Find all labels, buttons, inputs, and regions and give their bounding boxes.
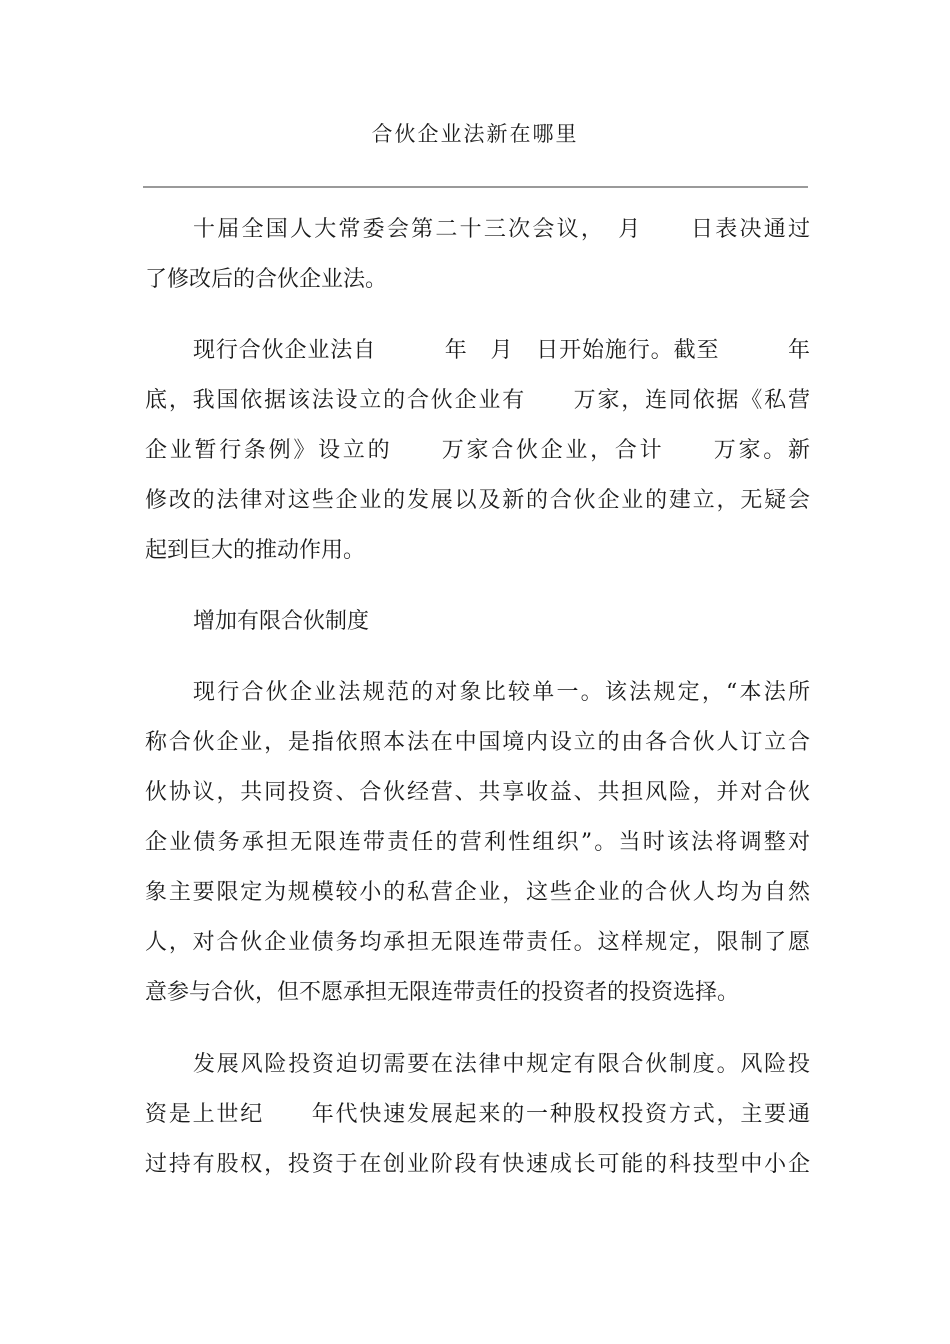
paragraph-3-line-1: 现行合伙企业法规范的对象比较单一。该法规定，“本法所 xyxy=(193,680,810,705)
paragraph-3-line-5: 象主要限定为规模较小的私营企业，这些企业的合伙人均为自然 xyxy=(145,880,810,905)
paragraph-4-line-3: 过持有股权，投资于在创业阶段有快速成长可能的科技型中小企 xyxy=(145,1152,810,1177)
paragraph-3-line-2: 称合伙企业，是指依照本法在中国境内设立的由各合伙人订立合 xyxy=(145,730,810,755)
paragraph-1-line-1: 十届全国人大常委会第二十三次会议， 月 日表决通过 xyxy=(193,217,810,242)
paragraph-2-line-4: 修改的法律对这些企业的发展以及新的合伙企业的建立，无疑会 xyxy=(145,488,810,513)
paragraph-1-line-2: 了修改后的合伙企业法。 xyxy=(145,267,388,292)
title-divider xyxy=(143,186,808,188)
paragraph-2-line-5: 起到巨大的推动作用。 xyxy=(145,538,366,563)
section-heading: 增加有限合伙制度 xyxy=(193,609,370,634)
paragraph-2-line-1: 现行合伙企业法自 年 月 日开始施行。截至 年 xyxy=(193,338,810,363)
paragraph-2-line-2: 底，我国依据该法设立的合伙企业有 万家，连同依据《私营 xyxy=(145,388,810,413)
paragraph-2-line-3: 企业暂行条例》设立的 万家合伙企业，合计 万家。新 xyxy=(145,438,810,463)
paragraph-4-line-2: 资是上世纪 年代快速发展起来的一种股权投资方式，主要通 xyxy=(145,1102,810,1127)
paragraph-3-line-6: 人，对合伙企业债务均承担无限连带责任。这样规定，限制了愿 xyxy=(145,930,810,955)
paragraph-3-line-4: 企业债务承担无限连带责任的营利性组织”。当时该法将调整对 xyxy=(145,830,810,855)
document-title: 合伙企业法新在哪里 xyxy=(371,122,579,146)
paragraph-3-line-3: 伙协议，共同投资、合伙经营、共享收益、共担风险，并对合伙 xyxy=(145,780,810,805)
paragraph-4-line-1: 发展风险投资迫切需要在法律中规定有限合伙制度。风险投 xyxy=(193,1052,810,1077)
paragraph-3-line-7: 意参与合伙，但不愿承担无限连带责任的投资者的投资选择。 xyxy=(145,980,740,1005)
